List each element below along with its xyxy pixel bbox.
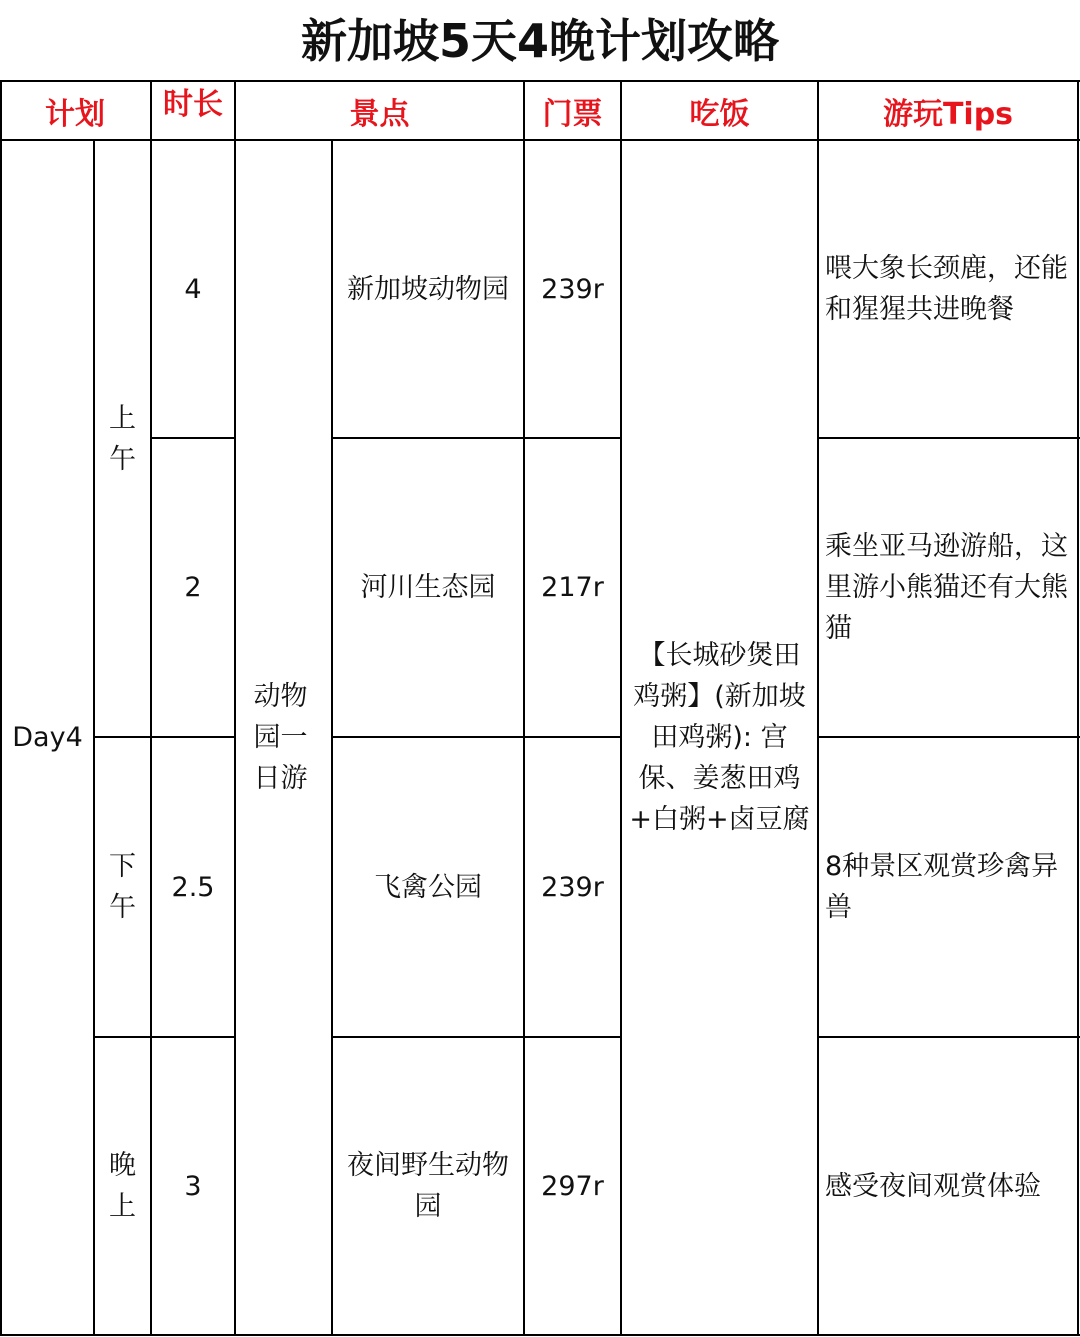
header-tips: 游玩Tips bbox=[882, 96, 1014, 132]
page-title: 新加坡5天4晚计划攻略 bbox=[300, 14, 779, 68]
food-text: 【长城砂煲田鸡粥】(新加坡田鸡粥): 宫保、姜葱田鸡+白粥+卤豆腐 bbox=[629, 640, 810, 835]
header-spot: 景点 bbox=[349, 96, 410, 132]
ticket-cell: 297r bbox=[541, 1170, 604, 1202]
grid-line bbox=[1077, 80, 1079, 1336]
tips-text: 喂大象长颈鹿，还能和猩猩共进晚餐 bbox=[825, 253, 1068, 325]
period-morning bbox=[95, 141, 150, 736]
header-ticket: 门票 bbox=[542, 96, 603, 132]
tips-text: 感受夜间观赏体验 bbox=[825, 1170, 1041, 1202]
spot-cell: 河川生态园 bbox=[360, 572, 496, 603]
grid-line bbox=[0, 1334, 1080, 1336]
spot-cell bbox=[333, 1038, 523, 1334]
header-duration: 时长 bbox=[163, 87, 223, 122]
tips-cell bbox=[819, 738, 1077, 1036]
tips-cell bbox=[819, 439, 1077, 736]
tips-text: 8种景区观赏珍禽异兽 bbox=[825, 851, 1059, 923]
ticket-cell: 217r bbox=[541, 572, 604, 603]
theme-label: 动物园一日游 bbox=[253, 681, 308, 794]
ticket-cell: 239r bbox=[541, 871, 604, 903]
duration-cell: 3 bbox=[184, 1170, 202, 1202]
ticket-cell: 239r bbox=[541, 273, 604, 305]
duration-cell: 2 bbox=[184, 572, 202, 603]
tips-cell bbox=[819, 1038, 1077, 1334]
period-evening bbox=[95, 1038, 150, 1334]
period-morning-label: 上午 bbox=[109, 402, 136, 475]
tips-cell bbox=[819, 141, 1077, 437]
header-food: 吃饭 bbox=[689, 96, 750, 132]
food-cell bbox=[622, 141, 817, 1334]
day-label: Day4 bbox=[12, 722, 83, 753]
duration-cell: 2.5 bbox=[171, 871, 215, 903]
header-plan: 计划 bbox=[45, 96, 105, 132]
theme-cell bbox=[236, 141, 331, 1334]
period-afternoon bbox=[95, 738, 150, 1036]
spot-cell: 飞禽公园 bbox=[374, 871, 482, 903]
spot-text: 夜间野生动物园 bbox=[347, 1150, 509, 1222]
tips-text: 乘坐亚马逊游船，这里游小熊猫还有大熊猫 bbox=[825, 531, 1068, 644]
duration-cell: 4 bbox=[184, 273, 202, 305]
period-evening-label: 晚上 bbox=[109, 1150, 136, 1222]
period-afternoon-label: 下午 bbox=[109, 851, 136, 923]
spot-cell: 新加坡动物园 bbox=[347, 273, 509, 305]
